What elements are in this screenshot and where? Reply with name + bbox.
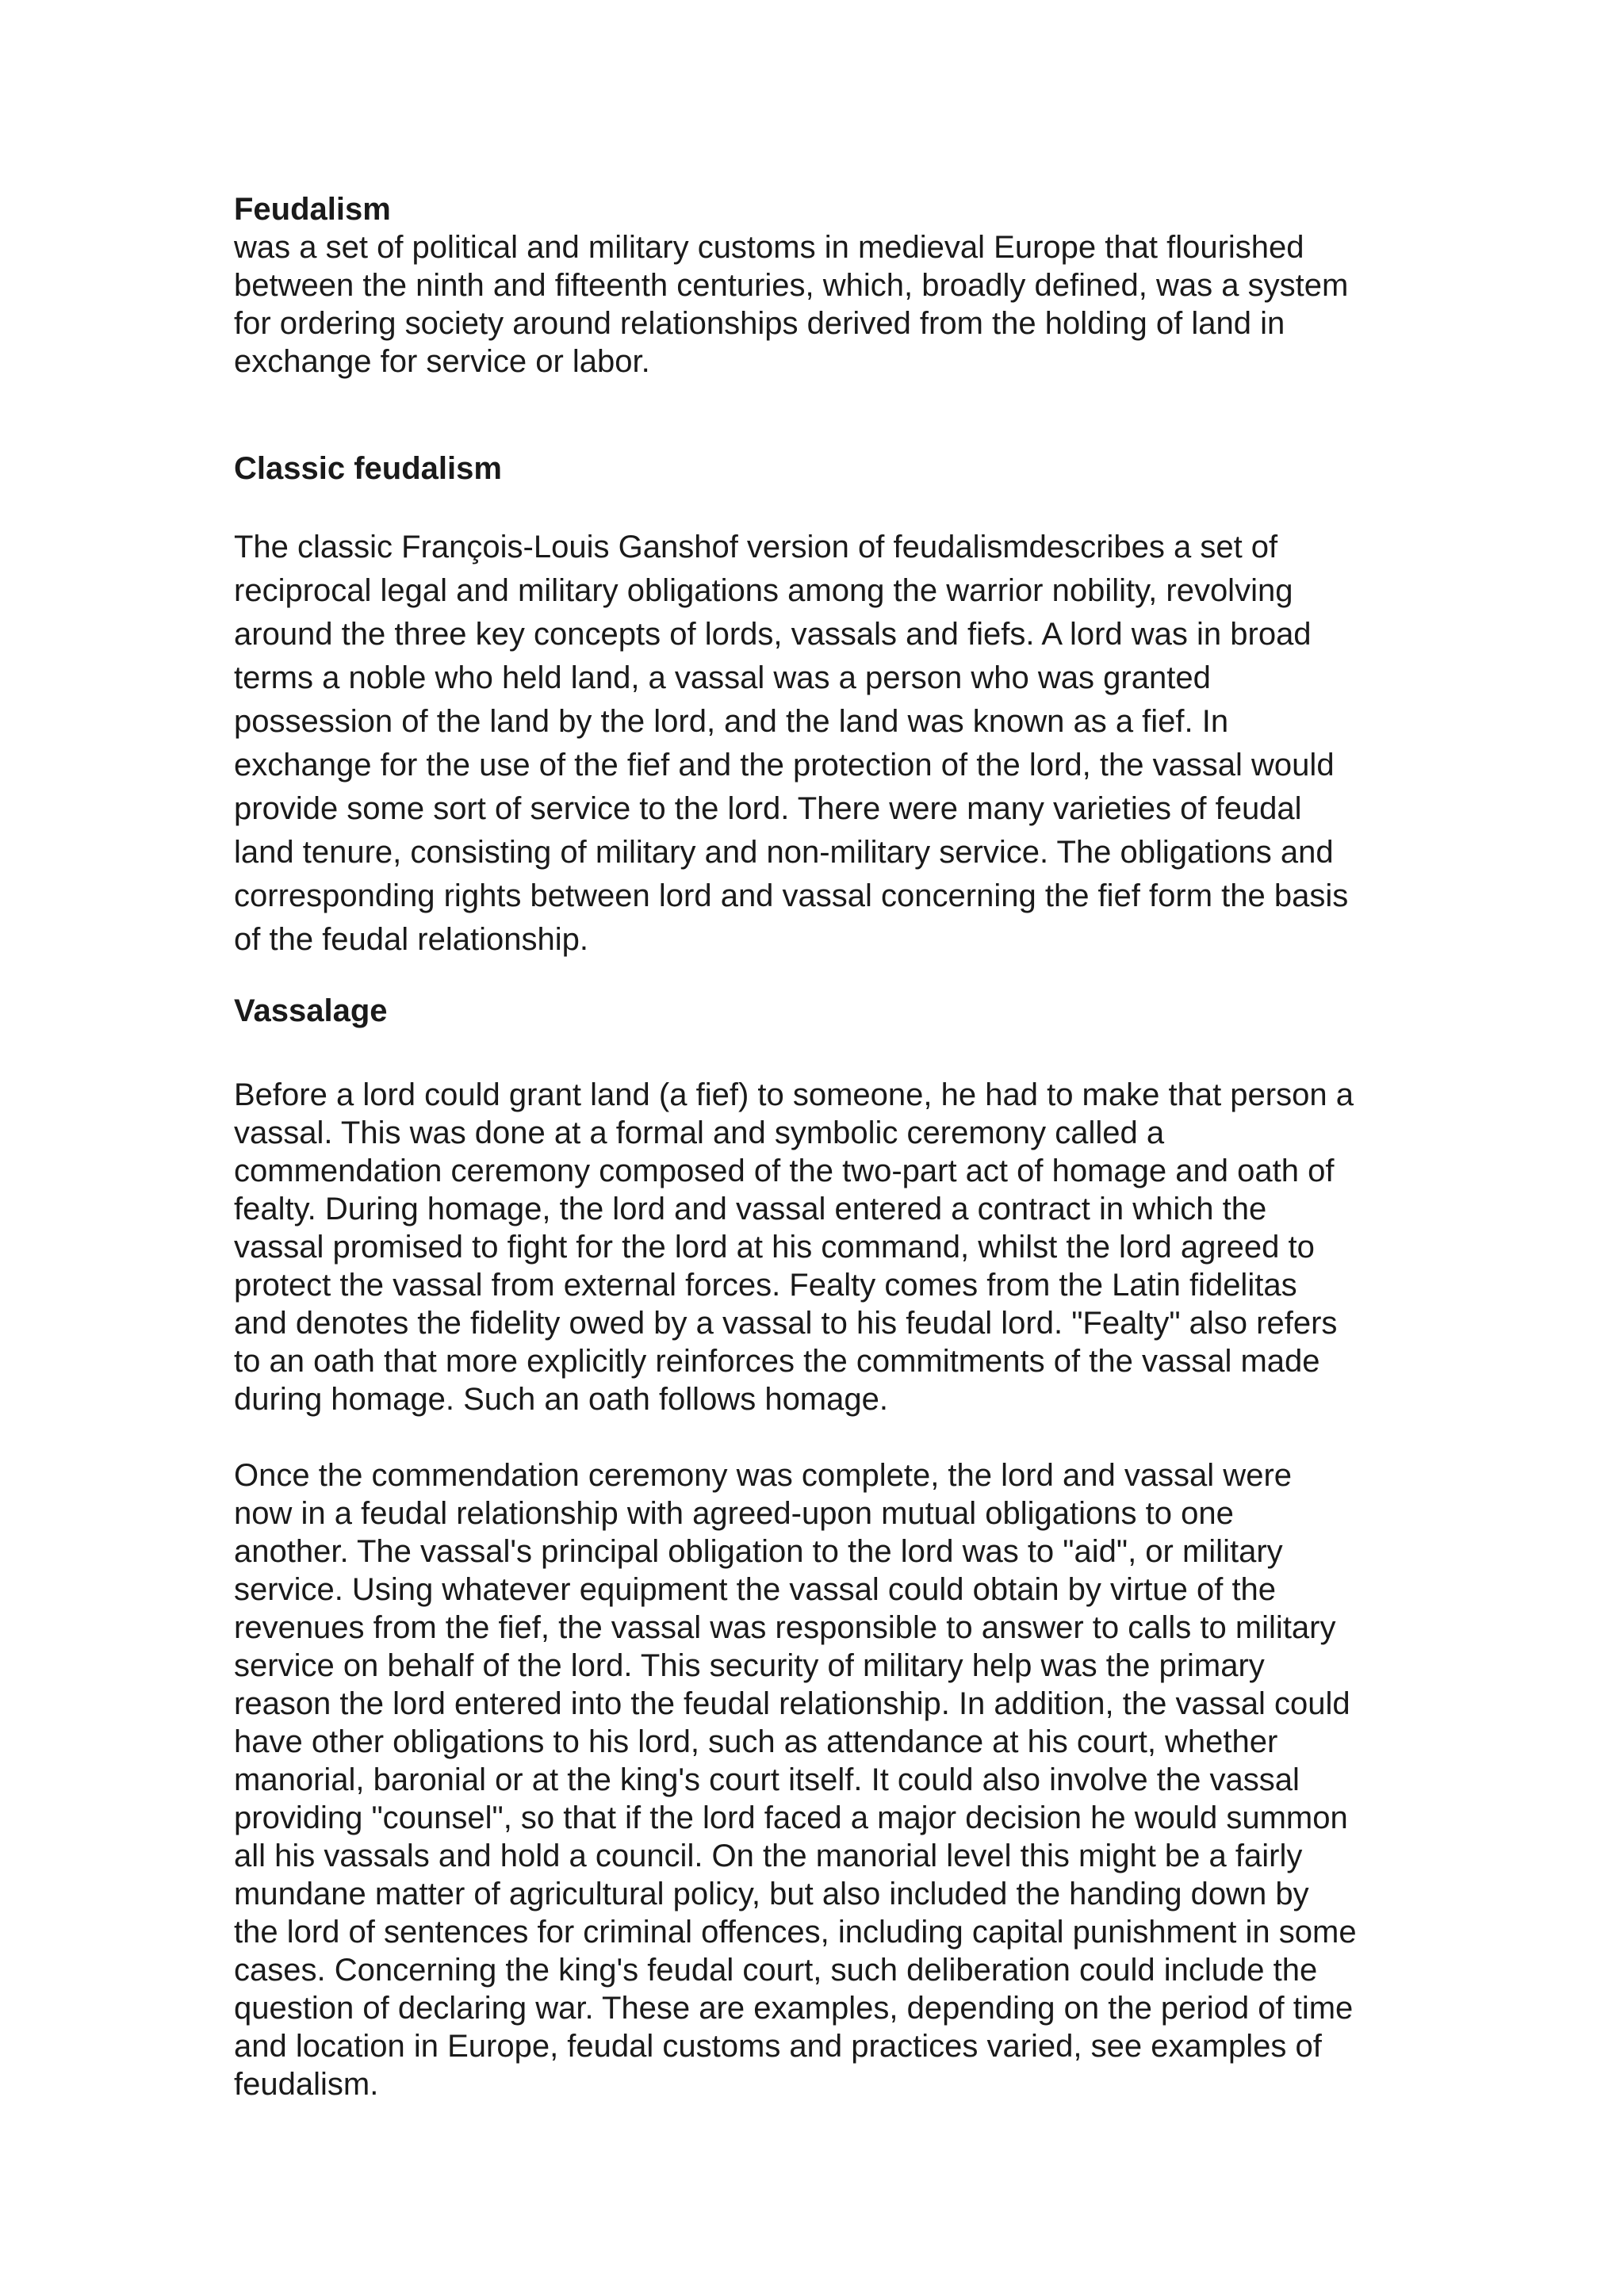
paragraph-intro — [234, 228, 1415, 381]
text-line: fealty. During homage, the lord and vassal entered a contract in which the — [234, 1192, 1267, 1226]
text-line: and denotes the fidelity owed by a vassal to his feudal lord. "Fealty" also refers — [234, 1306, 1338, 1341]
text-line: the lord of sentences for criminal offences, including capital punishment in some — [234, 1915, 1357, 1950]
text-line: during homage. Such an oath follows homage. — [234, 1382, 888, 1417]
heading-vassalage: Vassalage — [234, 993, 388, 1028]
text-line: revenues from the fief, the vassal was responsible to answer to calls to military — [234, 1610, 1336, 1645]
paragraph-commendation — [234, 1456, 1415, 2103]
text-line: provide some sort of service to the lord. There were many varieties of feudal — [234, 791, 1302, 826]
text-line: corresponding rights between lord and vassal concerning the fief form the basis — [234, 878, 1349, 913]
text-line: question of declaring war. These are examples, depending on the period of time — [234, 1991, 1354, 2026]
text-line: now in a feudal relationship with agreed-upon mutual obligations to one — [234, 1496, 1234, 1531]
text-line: possession of the land by the lord, and the land was known as a fief. In — [234, 704, 1229, 739]
text-line: terms a noble who held land, a vassal was a person who was granted — [234, 660, 1211, 695]
text-line: Before a lord could grant land (a fief) to someone, he had to make that person a — [234, 1077, 1354, 1112]
text-line: service. Using whatever equipment the vassal could obtain by virtue of the — [234, 1572, 1277, 1607]
paragraph-vassalage — [234, 1076, 1415, 1418]
text-line: of the feudal relationship. — [234, 922, 588, 957]
text-line: and location in Europe, feudal customs and practices varied, see examples of — [234, 2029, 1322, 2064]
text-line: The classic François-Louis Ganshof version of feudalismdescribes a set of — [234, 530, 1278, 564]
text-line: to an oath that more explicitly reinforces the commitments of the vassal made — [234, 1344, 1320, 1379]
text-line: land tenure, consisting of military and non-military service. The obligations and — [234, 835, 1334, 870]
text-line: exchange for service or labor. — [234, 344, 650, 379]
text-line: all his vassals and hold a council. On the manorial level this might be a fairly — [234, 1839, 1303, 1873]
text-line: feudalism. — [234, 2067, 379, 2102]
text-line: manorial, baronial or at the king's court itself. It could also involve the vassal — [234, 1762, 1300, 1797]
text-line: cases. Concerning the king's feudal court, such deliberation could include the — [234, 1953, 1318, 1988]
text-line: reason the lord entered into the feudal relationship. In addition, the vassal could — [234, 1686, 1350, 1721]
text-line: another. The vassal's principal obligation to the lord was to "aid", or military — [234, 1534, 1283, 1569]
text-line: vassal promised to fight for the lord at his command, whilst the lord agreed to — [234, 1230, 1315, 1265]
paragraph-classic-feudalism — [234, 526, 1415, 962]
text-line: mundane matter of agricultural policy, but also included the handing down by — [234, 1877, 1309, 1911]
text-line: between the ninth and fifteenth centuries, which, broadly defined, was a system — [234, 268, 1349, 303]
text-line: have other obligations to his lord, such as attendance at his court, whether — [234, 1724, 1278, 1759]
text-line: exchange for the use of the fief and the protection of the lord, the vassal would — [234, 748, 1335, 783]
text-line: around the three key concepts of lords, vassals and fiefs. A lord was in broad — [234, 617, 1312, 652]
document-body — [234, 190, 1415, 2103]
text-line: commendation ceremony composed of the two-part act of homage and oath of — [234, 1154, 1335, 1188]
text-line: was a set of political and military customs in medieval Europe that flourished — [234, 230, 1304, 265]
text-line: Once the commendation ceremony was complete, the lord and vassal were — [234, 1458, 1293, 1493]
heading-feudalism: Feudalism — [234, 192, 391, 227]
text-line: service on behalf of the lord. This security of military help was the primary — [234, 1648, 1265, 1683]
text-line: protect the vassal from external forces. Fealty comes from the Latin fidelitas — [234, 1268, 1297, 1303]
text-line: for ordering society around relationships derived from the holding of land in — [234, 306, 1285, 341]
text-line: providing "counsel", so that if the lord faced a major decision he would summon — [234, 1800, 1348, 1835]
text-line: vassal. This was done at a formal and symbolic ceremony called a — [234, 1115, 1165, 1150]
text-line: reciprocal legal and military obligations among the warrior nobility, revolving — [234, 573, 1293, 608]
heading-classic-feudalism: Classic feudalism — [234, 451, 502, 486]
